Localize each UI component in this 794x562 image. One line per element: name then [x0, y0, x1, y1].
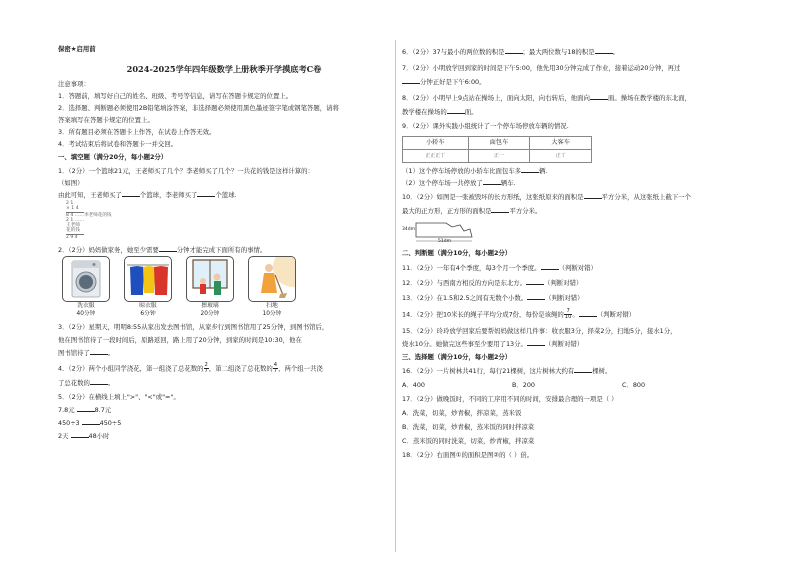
- q6-text: 6．（2分）37与最小的两位数的积是 ；最大两位数与18的积是 。: [402, 48, 619, 56]
- q7-blank[interactable]: [402, 78, 420, 84]
- q5-text: 5．（2分）在横线上填上">"、"<"或"="。: [58, 392, 180, 401]
- q1-text: 1．（2分）一个篮球21元，王老师买了几个？李老师买了几个？一共花的钱是这样计算的：: [58, 167, 314, 175]
- section-judge-heading: 二、判断题（满分10分，每小题2分）: [402, 249, 512, 257]
- q9-sub-1: （1）这个停车场停放的小轿车比面包车多 辆.: [402, 167, 548, 175]
- q14: 14．（2分）把10米长的绳子平均分成7份，每份是该绳的 $\frac{7}{10}$ 。 （判断对错）: [402, 308, 636, 321]
- q2-blank[interactable]: [159, 246, 177, 252]
- q16-option-b[interactable]: B．200: [512, 381, 535, 390]
- q1-blank-2[interactable]: [197, 191, 215, 197]
- q10-line-1: 10．（2分）如图是一张被毁坏的长方形纸，这张纸原来的面积是 平方分米，从这张纸上截下一个: [402, 193, 692, 201]
- q11: 11．（2分）一年有4个季度，每3个月一个季度。 （判断对错）: [402, 264, 597, 272]
- q10-torn-paper-figure: [402, 219, 742, 245]
- q6-blank-1[interactable]: [505, 48, 523, 54]
- q16-options: [402, 381, 742, 389]
- note-4: 4．考试结束后将试卷和答题卡一并交回。: [58, 140, 178, 148]
- q17-option-a[interactable]: A．洗菜，切菜，炒青椒，拌凉菜，蒸米饭: [402, 409, 522, 418]
- tally-header-car: 小轿车: [403, 137, 469, 150]
- q8-blank-2[interactable]: [447, 108, 465, 114]
- q2-chores: [62, 256, 390, 317]
- note-2b: 答案填写在答题卡规定的位置上。: [58, 116, 154, 124]
- note-3: 3．所有题目必须在答题卡上作答，在试卷上作答无效。: [58, 128, 216, 136]
- q9-tally-table: [402, 136, 592, 163]
- section-fill-heading: 一、填空题（满分20分，每小题2分）: [58, 153, 168, 161]
- washing-machine-icon: [62, 256, 110, 302]
- q10-side-label: 34dm: [402, 227, 415, 232]
- q17-option-c[interactable]: C．蒸米饭的同时洗菜，切菜，炒青椒，拌凉菜: [402, 437, 535, 446]
- section-choice-heading: 三、选择题（满分10分，每小题2分）: [402, 353, 512, 362]
- q16-blank[interactable]: [574, 367, 592, 373]
- window-cleaning-icon: [186, 256, 234, 302]
- q13: 13．（2分）在1.5和2.5之间有无数个小数。 （判断对错）: [402, 294, 584, 302]
- right-column: [402, 48, 742, 459]
- q5-item-1: 7.8元 8.7元: [58, 405, 112, 414]
- q4-fraction-2: $\frac{4}{7}$: [273, 362, 278, 375]
- left-column: [58, 80, 390, 440]
- q18: 18．（2分）右面图①的面积是图②的（ ）倍。: [402, 451, 534, 460]
- q3-blank[interactable]: [90, 349, 108, 355]
- tally-van: 正一: [468, 150, 530, 163]
- q9-blank-1[interactable]: [521, 167, 539, 173]
- q2-text: 2．（2分）妈妈做家务，她至少需要 分钟才能完成下面所有的事情。: [58, 245, 267, 254]
- q4-line-1: 4．（2分）两个小组同学浇花，第一组浇了总花数的 $\frac{2}{7}$ ，第二组浇了总花数的 $\frac{4}{7}$ ，两个组一共浇: [58, 362, 323, 375]
- column-divider: [395, 40, 396, 552]
- q5-blank-3[interactable]: [71, 432, 89, 438]
- q5-item-2: 450÷3 450÷5: [58, 418, 122, 427]
- q15-line-1: 15．（2分）玲玲放学回家后要帮妈妈做这样几件事：收衣服3分，择菜2分，扫地5分，接水1分，: [402, 327, 677, 336]
- q5-blank-2[interactable]: [82, 419, 100, 425]
- q4-fraction-1: $\frac{2}{7}$: [204, 362, 208, 375]
- q3-line-1: 3．（2分）星期天，明明8:55从家出发去图书馆，从家步行到图书馆用了25分钟，到图书馆后，: [58, 323, 329, 332]
- q10-base-label: 51dm: [438, 239, 451, 244]
- q9-blank-2[interactable]: [483, 179, 501, 185]
- q5-item-3: 2天 48小时: [58, 431, 110, 440]
- q14-fraction: $\frac{7}{10}$: [564, 308, 572, 321]
- q6-blank-2[interactable]: [595, 48, 613, 54]
- chore-sweeping: 扫地 10分钟: [248, 256, 296, 317]
- sweeping-icon: [248, 256, 296, 302]
- q4-blank[interactable]: [90, 379, 108, 385]
- q7-line-1: 7．（2分）小明放学回到家的时间是下午5:00，他先用30分钟完成了作业，接着运动20分钟，再过: [402, 64, 681, 72]
- q9-text: 9．（2分）课外实践小组统计了一个停车场停放车辆的情况.: [402, 122, 569, 130]
- q10-blank-1[interactable]: [584, 193, 602, 199]
- q16-option-a[interactable]: A．400: [402, 381, 425, 390]
- q1-multiplication-diagram: 2 1 × 1 4 8 4 ……李老师花的钱 2 1 ……王老师花的钱 2 9 4: [66, 201, 112, 240]
- chore-hanging: 晾衣服 6分钟: [124, 256, 172, 317]
- secret-label: 保密★启用前: [58, 45, 96, 53]
- tally-header-van: 面包车: [468, 137, 530, 150]
- q15-line-2: 烧水10分。她做完这些事至少要用了13分。 （判断对错）: [402, 340, 584, 349]
- tally-bus: 正丅: [530, 150, 592, 163]
- q1-sub: （如图）: [58, 179, 84, 187]
- tally-car: 正正正丅: [403, 150, 469, 163]
- q8-line-2: 教学楼在操场的 面。: [402, 108, 478, 116]
- chore-window: 擦玻璃 20分钟: [186, 256, 234, 317]
- q7-line-2: 分钟正好是下午6:00。: [402, 78, 742, 86]
- note-2: 2．选择题、判断题必须使用2B铅笔填涂答案，非选择题必须使用黑色墨迹签字笔或钢笔答题，请将: [58, 104, 339, 112]
- tally-header-bus: 大客车: [530, 137, 592, 150]
- clothes-hanging-icon: [124, 256, 172, 302]
- notes-heading: 注意事项：: [58, 80, 90, 88]
- note-1: 1．答题前，填写好自己的姓名、班级、考号等信息，请写在答题卡规定的位置上。: [58, 92, 293, 100]
- q4-line-2: 了总花数的 。: [58, 378, 115, 387]
- q17: 17．（2分）做晚饭时，不同的工序用不同的时间，安排最合理的一项是（ ）: [402, 395, 618, 404]
- q1-blank-1[interactable]: [122, 191, 140, 197]
- q17-option-b[interactable]: B．洗菜，切菜，炒青椒，蒸米饭的同时拌凉菜: [402, 423, 535, 432]
- chore-washing: 洗衣服 40分钟: [62, 256, 110, 317]
- q9-sub-2: （2）这个停车场一共停放了 辆车.: [402, 179, 516, 187]
- q8-blank-1[interactable]: [590, 94, 608, 100]
- q16: 16．（2分）一片树林共41行，每行21棵树，这片树林大约有 棵树。: [402, 367, 612, 376]
- q3-line-3: 图书馆待了 。: [58, 349, 115, 358]
- q3-line-2: 他在图书馆待了一段时间后，原路返回，路上用了20分钟，到家的时间是10:30，他在: [58, 336, 302, 345]
- q5-blank-1[interactable]: [77, 406, 95, 412]
- q12: 12．（2分）与西南方相反的方向是东北方。 （判断对错）: [402, 279, 583, 287]
- q10-line-2: 最大的正方形，正方形的面积是 平方分米。: [402, 207, 542, 215]
- exam-title: 2024-2025学年四年级数学上册秋季开学摸底考C卷: [126, 64, 322, 74]
- q16-option-c[interactable]: C．800: [622, 381, 646, 390]
- q1-line: 由此可知，王老师买了 个篮球，李老师买了 个篮球.: [58, 191, 237, 199]
- q8-line-1: 8．（2分）小明早上9点站在操场上，面向太阳，向右转后，他面向 面。操场在教学楼的东北面，: [402, 94, 692, 102]
- q10-blank-2[interactable]: [491, 207, 509, 213]
